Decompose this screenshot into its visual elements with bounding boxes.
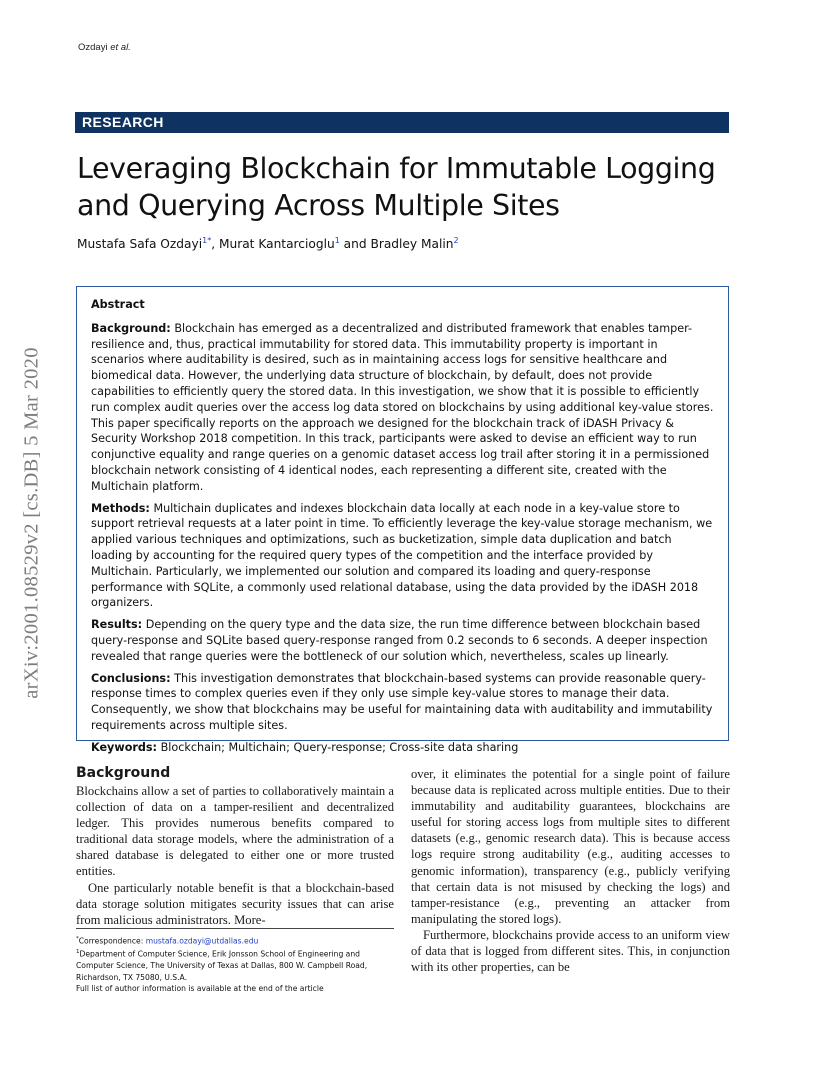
body-paragraph: Blockchains allow a set of parties to collaboratively maintain a collection of data on a tamper-resilient and decentralized ledger. This provides numerous benefits compared to traditional data storage models, where the administration of a shared database is delegated to either one or more trusted entities.: [76, 784, 394, 879]
right-column: [411, 766, 730, 975]
affiliation-mark: 1: [76, 949, 80, 956]
arxiv-identifier: arXiv:2001.08529v2 [cs.DB] 5 Mar 2020: [20, 347, 43, 699]
keywords-label: Keywords:: [91, 740, 158, 754]
section-label-bar: [75, 112, 729, 133]
header-etal: et al.: [110, 42, 131, 53]
affiliation-note: [76, 947, 394, 983]
paper-title: Leveraging Blockchain for Immutable Logging and Querying Across Multiple Sites: [77, 152, 716, 222]
abstract-box: [76, 286, 729, 754]
section-heading: Background: [76, 765, 171, 781]
conclusions-text: This investigation demonstrates that blockchain-based systems can provide reasonable query-response times to complex queries even if they only use simple key-value stores to manage their data. Consequently, we show that blockchains may be useful for maintaining data with auditability and immutability requirements across multiple sites.: [91, 671, 713, 732]
background-label: Background:: [91, 321, 171, 335]
author-name: Bradley Malin: [370, 237, 454, 252]
methods-text: Multichain duplicates and indexes blockchain data locally at each node in a key-value store to support retrieval requests at a later point in time. To efficiently leverage the key-value storage mechanism, we applied various techniques and optimizations, such as bucketization, simple data duplication and batch loading by accounting for the required query types of the competition and the interface provided by Multichain. Particularly, we implemented our solution and compared its loading and query-response performance with SQLite, a commonly used relational database, using the data provided by the iDASH 2018 organizers.: [91, 501, 713, 610]
correspondence-email-link[interactable]: mustafa.ozdayi@utdallas.edu: [145, 936, 259, 946]
running-header: [78, 42, 131, 53]
body-paragraph: One particularly notable benefit is that a blockchain-based data storage solution mitigates security issues that can arise from malicious administrators. More-: [76, 880, 394, 927]
body-paragraph: over, it eliminates the potential for a single point of failure because data is replicated across multiple entities. Due to their immutability and auditability guarantees, blockchains are useful for storing access logs from multiple sites to different datasets (e.g., genomic research data). This is because access logs require strong auditability (e.g., auditing accesses to genomic information), transparency (e.g., publicly verifying that certain data is not misused by checking the logs) and tamper-resistance (e.g., preventing an attacker from manipulating the stored logs).: [411, 767, 730, 926]
abstract-conclusions: [91, 671, 714, 734]
abstract-heading: Abstract: [91, 298, 145, 311]
author-info-note: Full list of author information is available at the end of the article: [76, 984, 324, 994]
affiliation-text: Department of Computer Science, Erik Jonsson School of Engineering and Computer Science, The University of Texas at Dallas, 800 W. Campbell Road, Richardson, TX 75080, U.S.A.: [76, 949, 368, 982]
author-affiliation: 1: [334, 236, 340, 245]
author-name: Mustafa Safa Ozdayi: [77, 237, 203, 252]
correspondence-label: Correspondence:: [78, 936, 146, 946]
conclusions-label: Conclusions:: [91, 671, 171, 685]
author-name: Murat Kantarcioglu: [218, 237, 335, 252]
body-paragraph: Furthermore, blockchains provide access to an uniform view of data that is logged from different sites. This, in conjunction with its other properties, can be: [411, 927, 730, 975]
methods-label: Methods:: [91, 501, 150, 515]
author-separator: and: [339, 237, 371, 252]
abstract-keywords: [91, 740, 714, 756]
results-label: Results:: [91, 618, 143, 632]
correspondence-note: [76, 934, 394, 947]
header-author-name: Ozdayi: [78, 42, 108, 53]
results-text: Depending on the query type and the data size, the run time difference between blockchain based query-response and SQLite based query-response ranged from 0.2 seconds to 6 seconds. A deeper inspection revealed that range queries were the bottleneck of our solution which, nevertheless, scales up linearly.: [91, 618, 708, 663]
correspondence-mark: *: [76, 936, 79, 942]
section-label: RESEARCH: [82, 114, 164, 130]
keywords-text: Blockchain; Multichain; Query-response; Cross-site data sharing: [160, 740, 519, 754]
abstract-methods: [91, 501, 714, 612]
left-column: [76, 765, 394, 928]
abstract-results: [91, 617, 714, 664]
arxiv-stamp: [22, 288, 42, 758]
author-list: [77, 236, 459, 251]
footnotes: [76, 928, 394, 995]
background-text: Blockchain has emerged as a decentralized and distributed framework that enables tamper-resilience and, thus, practical immutability for stored data. This immutability property is important in scenarios where auditability is desired, such as in maintaining access logs for sensitive healthcare and biomedical data. However, the underlying data structure of blockchain, by default, does not provide capabilities to efficiently query the stored data. In this investigation, we show that it is possible to efficiently run complex audit queries over the access log data stored on blockchains by using additional key-value stores. This paper specifically reports on the approach we designed for the blockchain track of iDASH Privacy & Security Workshop 2018 competition. In this track, participants were asked to devise an efficient way to run conjunctive equality and range queries on a genomic dataset access log trail after storing it in a permissioned blockchain network consisting of 4 identical nodes, each representing a different site, created with the Multichain platform.: [91, 321, 714, 493]
abstract-background: [91, 321, 714, 495]
author-affiliation: 1*: [202, 236, 212, 245]
author-affiliation: 2: [453, 236, 459, 245]
author-separator: ,: [211, 237, 219, 252]
